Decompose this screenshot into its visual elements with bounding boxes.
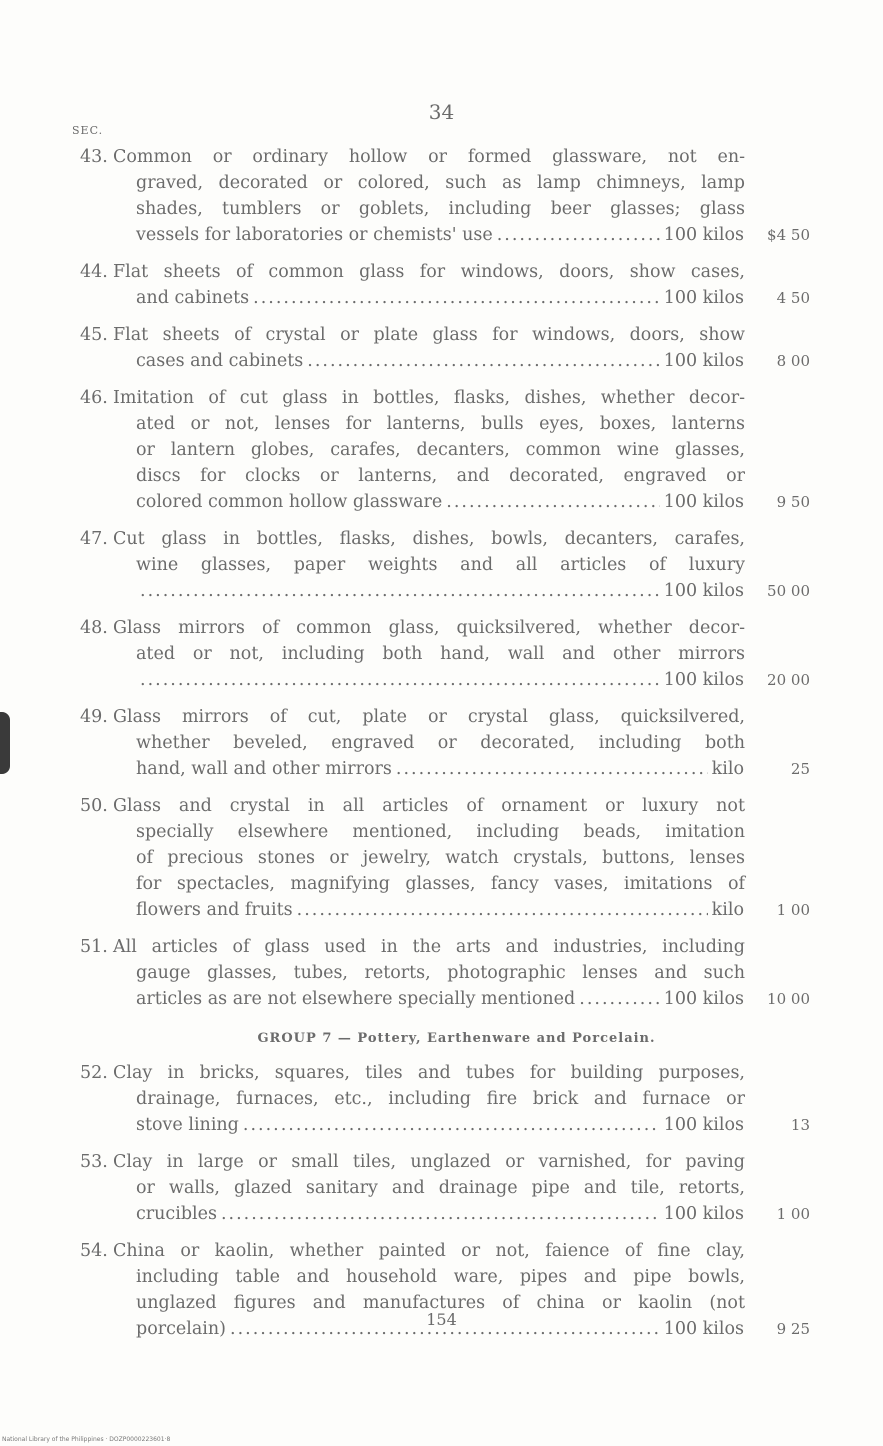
entry-number: 51. [80,937,108,957]
entry-text-line [0,819,745,845]
entry-unit: 100 kilos [663,581,744,601]
tariff-entry [0,704,883,782]
entry-rate: 10 00 [767,990,810,1008]
entry-rate-line [0,1201,810,1227]
entry-text-line [0,1086,745,1112]
entry-text: shades, tumblers or goblets, including beer glasses; glass [136,199,745,219]
entry-number: 53. [80,1152,108,1172]
tariff-entry [0,526,883,604]
entry-rate-line [0,222,810,248]
entry-rate-line [0,986,810,1012]
entry-text: and cabinets [136,288,250,308]
entry-text: Clay in bricks, squares, tiles and tubes for building purposes, [113,1063,745,1083]
entry-text: unglazed figures and manufactures of china or kaolin (not [136,1293,745,1313]
entry-text-line [0,411,745,437]
entry-unit: 100 kilos [663,492,744,512]
entry-number: 44. [80,262,108,282]
entry-text-line [0,1175,745,1201]
entry-text: or lantern globes, carafes, decanters, common wine glasses, [136,440,745,460]
entry-rate: 25 [790,760,810,778]
entry-text: vessels for laboratories or chemists' use [136,225,493,245]
entry-text-line [0,730,745,756]
entry-text: specially elsewhere mentioned, including beads, imitation [136,822,745,842]
entry-text: Cut glass in bottles, flasks, dishes, bowls, decanters, carafes, [113,529,745,549]
entry-text-line [0,196,745,222]
entry-text: for spectacles, magnifying glasses, fancy vases, imitations of [136,874,745,894]
entry-text: Glass and crystal in all articles of ornament or luxury not [113,796,745,816]
entry-text: cases and cabinets [136,351,304,371]
entry-text: discs for clocks or lanterns, and decorated, engraved or [136,466,745,486]
entry-text-line [0,1238,745,1264]
entry-text: Imitation of cut glass in bottles, flasks, dishes, whether decor- [113,388,745,408]
leader-dots [297,897,708,923]
entry-text: Clay in large or small tiles, unglazed or varnished, for paving [113,1152,745,1172]
leader-dots [446,489,659,515]
entry-text-line [0,845,745,871]
entry-text-line [0,259,745,285]
entry-rate: 4 50 [776,289,810,307]
entry-text-line [0,793,745,819]
footer-credit: National Library of the Philippines · DOZP0000223601·8 [2,1436,171,1443]
entry-unit: 100 kilos [663,670,744,690]
entry-text: gauge glasses, tubes, retorts, photographic lenses and such [136,963,745,983]
entry-text: including table and household ware, pipes and pipe bowls, [136,1267,745,1287]
leader-dots [243,1112,660,1138]
leader-dots [221,1201,660,1227]
leader-dots [396,756,708,782]
tariff-entry [0,1060,883,1138]
entry-text: Glass mirrors of cut, plate or crystal glass, quicksilvered, [113,707,745,727]
tariff-entry [0,322,883,374]
entry-text-line [0,1149,745,1175]
entry-text-line [0,1060,745,1086]
entry-rate-line [0,756,810,782]
entry-number: 46. [80,388,108,408]
tariff-entries [0,144,883,1353]
tariff-entry [0,793,883,923]
entry-number: 49. [80,707,108,727]
tariff-entry [0,1149,883,1227]
entry-text: articles as are not elsewhere specially mentioned [136,989,576,1009]
entry-text: stove lining [136,1115,239,1135]
tariff-entry [0,259,883,311]
entry-text: drainage, furnaces, etc., including fire brick and furnace or [136,1089,745,1109]
leader-dots [307,348,659,374]
entry-unit: kilo [711,900,744,920]
entry-text-line [0,322,745,348]
entry-number: 48. [80,618,108,638]
leader-dots [140,578,660,604]
entry-unit: kilo [711,759,744,779]
tariff-entry [0,385,883,515]
entry-text: crucibles [136,1204,217,1224]
entry-number: 50. [80,796,108,816]
entry-unit: 100 kilos [663,288,744,308]
entry-text-line [0,934,745,960]
leader-dots [579,986,659,1012]
entry-text-line [0,704,745,730]
entry-text: wine glasses, paper weights and all articles of luxury [136,555,745,575]
entry-rate: 8 00 [776,352,810,370]
entry-text: flowers and fruits [136,900,293,920]
entry-unit: 100 kilos [663,1115,744,1135]
entry-rate-line [0,578,810,604]
entry-unit: 100 kilos [663,225,744,245]
entry-rate-line [0,1112,810,1138]
entry-text: Common or ordinary hollow or formed glassware, not en- [113,147,745,167]
group-heading: GROUP 7 — Pottery, Earthenware and Porcelain. [257,1031,656,1046]
entry-text: ated or not, including both hand, wall and other mirrors [136,644,745,664]
entry-rate: 9 50 [776,493,810,511]
entry-text-line [0,960,745,986]
pottery-entries [0,1060,883,1342]
entry-text: or walls, glazed sanitary and drainage pipe and tile, retorts, [136,1178,745,1198]
leader-dots [140,667,660,693]
entry-rate: 13 [790,1116,810,1134]
entry-text: China or kaolin, whether painted or not, faience of fine clay, [113,1241,745,1261]
entry-text: porcelain) [136,1319,226,1339]
entry-text-line [0,170,745,196]
entry-text-line [0,437,745,463]
binding-shadow [0,712,10,774]
entry-rate: 1 00 [776,1205,810,1223]
entry-text: graved, decorated or colored, such as lamp chimneys, lamp [136,173,745,193]
tariff-entry [0,615,883,693]
entry-text: hand, wall and other mirrors [136,759,392,779]
entry-rate: 1 00 [776,901,810,919]
entry-rate-line [0,285,810,311]
entry-number: 43. [80,147,108,167]
entry-text-line [0,871,745,897]
entry-text-line [0,526,745,552]
entry-rate-line [0,489,810,515]
entry-text: Glass mirrors of common glass, quicksilvered, whether decor- [113,618,745,638]
page-number-bottom: 154 [426,1310,457,1329]
entry-unit: 100 kilos [663,989,744,1009]
entry-rate-line [0,348,810,374]
leader-dots [497,222,660,248]
entry-unit: 100 kilos [663,351,744,371]
entry-number: 45. [80,325,108,345]
entry-unit: 100 kilos [663,1204,744,1224]
entry-rate: 50 00 [767,582,810,600]
entry-text-line [0,463,745,489]
entry-text-line [0,144,745,170]
entry-rate: $4 50 [767,226,810,244]
entry-text-line [0,552,745,578]
entry-unit: 100 kilos [663,1319,744,1339]
tariff-entry [0,144,883,248]
entry-text-line [0,641,745,667]
entry-text: whether beveled, engraved or decorated, including both [136,733,745,753]
entry-rate-line [0,897,810,923]
section-label: SEC. [72,124,104,137]
entry-text-line [0,1264,745,1290]
entry-number: 54. [80,1241,108,1261]
entry-rate: 9 25 [776,1320,810,1338]
entry-number: 52. [80,1063,108,1083]
tariff-entry [0,934,883,1012]
entry-text: of precious stones or jewelry, watch crystals, buttons, lenses [136,848,745,868]
leader-dots [253,285,660,311]
entry-rate-line [0,667,810,693]
entry-text: All articles of glass used in the arts and industries, including [113,937,745,957]
page-number-top: 34 [428,100,455,124]
entry-text: Flat sheets of common glass for windows, doors, show cases, [113,262,745,282]
entry-text: Flat sheets of crystal or plate glass for windows, doors, show [113,325,745,345]
entry-rate: 20 00 [767,671,810,689]
entry-text: ated or not, lenses for lanterns, bulls eyes, boxes, lanterns [136,414,745,434]
entry-text-line [0,385,745,411]
glass-entries [0,144,883,1012]
entry-number: 47. [80,529,108,549]
entry-text: colored common hollow glassware [136,492,443,512]
entry-text-line [0,615,745,641]
